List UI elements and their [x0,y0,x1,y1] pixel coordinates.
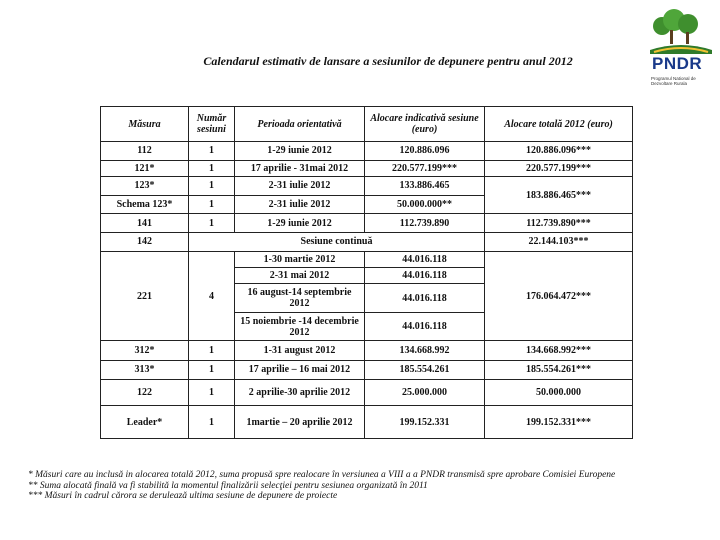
cell-alocare: 44.016.118 [365,284,485,312]
table-header-row [101,107,633,142]
cell-alocare: 185.554.261 [365,361,485,380]
footnote-1: * Măsuri care au inclusă in alocarea totală 2012, suma propusă spre realocare în versiunea a VIII a a PNDR transmisă spre aprobare Comisiei Europene [28,470,616,480]
cell-perioada: 2-31 iulie 2012 [235,195,365,214]
cell-perioada: 1-30 martie 2012 [235,251,365,267]
cell-perioada: 17 aprilie – 16 mai 2012 [235,361,365,380]
cell-perioada: 1-29 iunie 2012 [235,142,365,161]
cell-alocare: 44.016.118 [365,268,485,284]
footnote-2: ** Suma alocată finală va fi stabilită la momentul finalizării selecţiei pentru sesiunea organizată în 2011 [28,480,428,491]
cell-total: 185.554.261*** [485,361,633,380]
cell-masura: 312* [101,341,189,361]
cell-masura: Schema 123* [101,195,189,214]
header-numar-sesiuni: Număr sesiuni [189,107,235,142]
cell-alocare: 120.886.096 [365,142,485,161]
cell-total: 176.064.472*** [485,251,633,341]
cell-alocare: 220.577.199*** [365,160,485,176]
pndr-logo-icon [648,6,714,54]
cell-total: 134.668.992*** [485,341,633,361]
cell-numar: 1 [189,177,235,196]
cell-masura: 121* [101,160,189,176]
cell-numar: 1 [189,361,235,380]
cell-masura: 313* [101,361,189,380]
cell-total: 120.886.096*** [485,142,633,161]
table-row [101,232,633,251]
logo-subtitle: Programul National de Dezvoltare Rurala [651,76,696,86]
cell-perioada: 1-29 iunie 2012 [235,214,365,233]
cell-perioada: Sesiune continuă [189,232,485,251]
cell-alocare: 134.668.992 [365,341,485,361]
table-row [101,251,633,267]
table-row [101,214,633,233]
cell-alocare: 50.000.000** [365,195,485,214]
calendar-table [100,106,633,439]
cell-perioada: 17 aprilie - 31mai 2012 [235,160,365,176]
table-row [101,361,633,380]
cell-perioada: 1martie – 20 aprilie 2012 [235,406,365,439]
cell-total: 22.144.103*** [485,232,633,251]
cell-numar: 1 [189,341,235,361]
table-row [101,341,633,361]
cell-numar: 1 [189,195,235,214]
table-row [101,379,633,405]
header-perioada: Perioada orientativă [235,107,365,142]
cell-masura: Leader* [101,406,189,439]
logo-text: PNDR [652,54,703,73]
cell-alocare: 44.016.118 [365,251,485,267]
header-masura: Măsura [101,107,189,142]
header-alocare-totala: Alocare totală 2012 (euro) [485,107,633,142]
cell-numar: 1 [189,406,235,439]
table-row [101,406,633,439]
table-row [101,142,633,161]
cell-alocare: 112.739.890 [365,214,485,233]
cell-alocare: 25.000.000 [365,379,485,405]
cell-masura: 142 [101,232,189,251]
cell-total: 199.152.331*** [485,406,633,439]
cell-alocare: 44.016.118 [365,312,485,340]
cell-masura: 122 [101,379,189,405]
cell-alocare: 199.152.331 [365,406,485,439]
cell-perioada: 2 aprilie-30 aprilie 2012 [235,379,365,405]
cell-perioada: 16 august-14 septembrie 2012 [235,284,365,312]
cell-numar: 1 [189,379,235,405]
cell-total: 50.000.000 [485,379,633,405]
cell-masura: 123* [101,177,189,196]
cell-perioada: 15 noiembrie -14 decembrie 2012 [235,312,365,340]
cell-total: 183.886.465*** [485,177,633,214]
cell-total: 112.739.890*** [485,214,633,233]
cell-perioada: 2-31 mai 2012 [235,268,365,284]
header-alocare-sesiune: Alocare indicativă sesiune (euro) [365,107,485,142]
cell-alocare: 133.886.465 [365,177,485,196]
table-row [101,160,633,176]
table-row [101,177,633,196]
cell-perioada: 2-31 iulie 2012 [235,177,365,196]
cell-masura: 112 [101,142,189,161]
cell-numar: 1 [189,214,235,233]
footnotes [28,470,698,502]
cell-total: 220.577.199*** [485,160,633,176]
cell-masura: 221 [101,251,189,341]
footnote-3: *** Măsuri în cadrul cărora se derulează ultima sesiune de depunere de proiecte [28,491,338,501]
cell-masura: 141 [101,214,189,233]
page-title: Calendarul estimativ de lansare a sesiunilor de depunere pentru anul 2012 [203,54,573,68]
cell-perioada: 1-31 august 2012 [235,341,365,361]
cell-numar: 4 [189,251,235,341]
cell-numar: 1 [189,142,235,161]
cell-numar: 1 [189,160,235,176]
